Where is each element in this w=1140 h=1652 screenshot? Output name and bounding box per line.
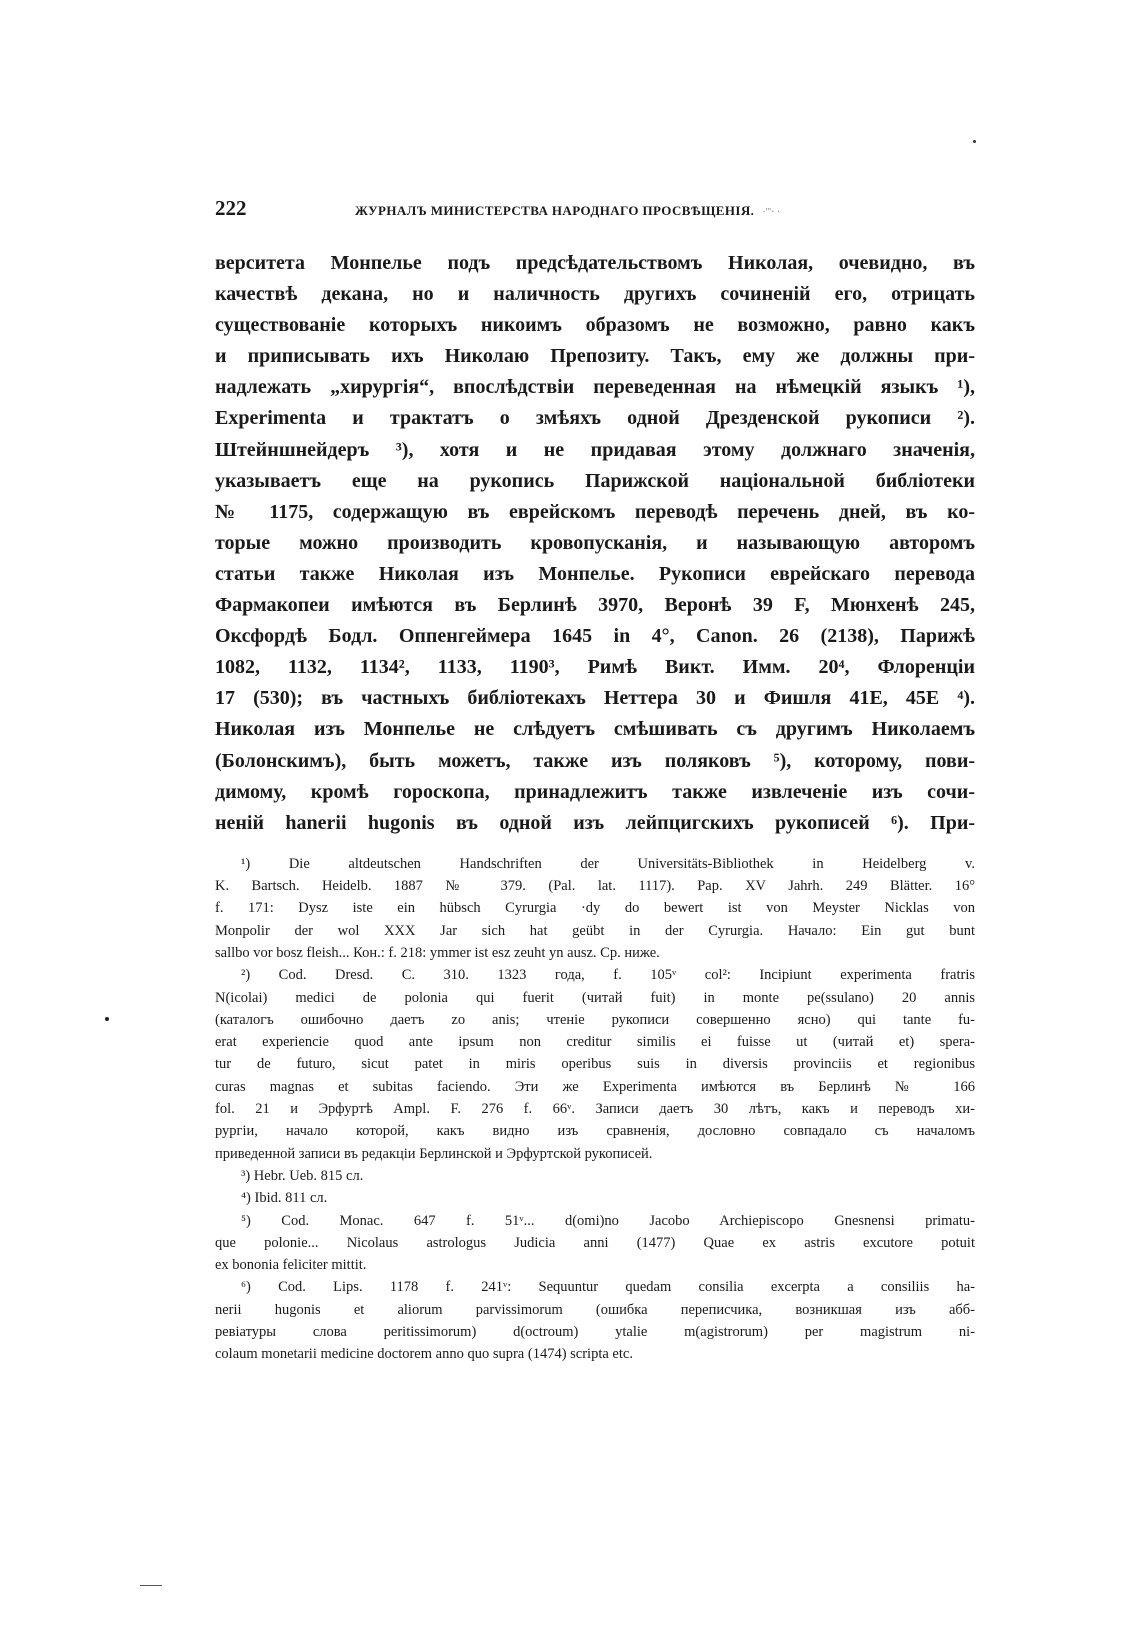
text-line: качествѣ декана, но и наличность другихъ сочиненій его, отрицать [215, 283, 975, 306]
text-line: 1082, 1132, 1134², 1133, 1190³, Римѣ Викт. Имм. 20⁴, Флоренціи [215, 656, 975, 679]
text-line: статьи также Николая изъ Монпелье. Рукописи еврейскаго перевода [215, 562, 975, 585]
footnote-line: nerii hugonis et aliorum parvissimorum (ошибка переписчика, возникшая изъ абб- [215, 1301, 975, 1318]
footnote-line: erat experiencie quod ante ipsum non creditur similis ei fuisse ut (читай et) sperа- [215, 1034, 975, 1051]
main-text [215, 248, 975, 839]
text-line: Experimenta и трактатъ о змѣяхъ одной Дрезденской рукописи ²). [215, 407, 975, 430]
text-line: торые можно производить кровопусканія, и называющую авторомъ [215, 531, 975, 554]
page-header [215, 196, 975, 230]
text-line: неній hanerii hugonis въ одной изъ лейпцигскихъ рукописей ⁶). При- [215, 811, 975, 834]
footnote [215, 853, 975, 964]
page-number: 222 [215, 196, 247, 220]
footnote-line: que polonie... Nicolaus astrologus Judicia anni (1477) Quae ex astris excutore potuit [215, 1234, 975, 1251]
text-line: существованіе которыхъ никоимъ образомъ не возможно, равно какъ [215, 314, 975, 337]
footnotes [215, 853, 975, 1366]
footnote-line: tur de futuro, sicut patet in miris operibus suis in diversis provinciis et regionibus [215, 1056, 975, 1073]
footnote-line: K. Bartsch. Heidelb. 1887 № 379. (Pal. lat. 1117). Pap. XV Jahrh. 249 Blätter. 16° [215, 878, 975, 895]
margin-rule [140, 1585, 162, 1586]
margin-dot-left [105, 1017, 109, 1021]
footnote-line: (каталогъ ошибочно даетъ zo anis; чтеніе рукописи совершенно ясно) qui tante fu- [215, 1011, 975, 1028]
footnote-line: curas magnas et subitas faciendo. Эти же Experimenta имѣются въ Берлинѣ № 166 [215, 1078, 975, 1095]
footnote-line: ⁴) Ibid. 811 сл. [241, 1190, 328, 1207]
text-line: и приписывать ихъ Николаю Препозиту. Такъ, ему же должны при- [215, 345, 975, 368]
header-marks: ·'''· · [762, 207, 781, 218]
footnote-line: ⁶) Cod. Lips. 1178 f. 241ᵛ: Sequuntur quedam consilia excerpta a consiliis ha- [241, 1279, 975, 1296]
text-line: верситета Монпелье подъ предсѣдательствомъ Николая, очевидно, въ [215, 252, 975, 274]
footnote-line: ex bononia feliciter mittit. [215, 1257, 367, 1274]
text-line: № 1175, содержащую въ еврейскомъ переводѣ перечень дней, въ ко- [215, 500, 975, 523]
footnote [215, 964, 975, 1165]
footnote [215, 1276, 975, 1365]
footnote-line: colaum monetarii medicine doctorem anno quo supra (1474) scripta etc. [215, 1346, 633, 1363]
footnote [215, 1165, 975, 1187]
text-line: Оксфордѣ Бодл. Оппенгеймера 1645 in 4°, Canon. 26 (2138), Парижѣ [215, 625, 975, 648]
footnote-line: рургіи, начало которой, какъ видно изъ сравненія, дословно совпадало съ началомъ [215, 1123, 975, 1140]
text-line: Штейншнейдеръ ³), хотя и не придавая этому должнаго значенія, [215, 438, 975, 461]
footnote-line: ⁵) Cod. Monac. 647 f. 51ᵛ... d(omi)no Jacobo Archiepiscopo Gnesnensi primatu- [241, 1212, 975, 1229]
text-line: 17 (530); въ частныхъ библіотекахъ Неттера 30 и Фишля 41Е, 45Е ⁴). [215, 687, 975, 710]
footnote-line: приведенной записи въ редакціи Берлинской и Эрфуртской рукописей. [215, 1145, 653, 1162]
footnote-line: ревіатуры слова peritissimorum) d(octroum) ytalie m(agistrorum) per magistrum ni- [215, 1324, 975, 1341]
text-line: Николая изъ Монпелье не слѣдуетъ смѣшивать съ другимъ Николаемъ [215, 718, 975, 741]
running-head: ЖУРНАЛЪ МИНИСТЕРСТВА НАРОДНАГО ПРОСВѢЩЕНІЯ. [355, 203, 755, 218]
footnote-line: Monpolir der wol XXX Jar sich hat geübt in der Cyrurgia. Начало: Ein gut bunt [215, 922, 975, 939]
margin-dot-top [973, 140, 976, 143]
footnote-line: f. 171: Dysz iste ein hübsch Cyrurgia ·dy do bewert ist von Meyster Nicklas von [215, 900, 975, 917]
footnote-line: ¹) Die altdeutschen Handschriften der Universitäts-Bibliothek in Heidelberg v. [241, 855, 975, 872]
text-line: димому, кромѣ гороскопа, принадлежитъ также извлеченіе изъ сочи- [215, 780, 975, 803]
footnote-line: sallbo vor bosz fleish... Кон.: f. 218: ymmer ist esz zeuht yn ausz. Ср. ниже. [215, 944, 660, 961]
text-line: надлежать „хирургія“, впослѣдствіи переведенная на нѣмецкій языкъ ¹), [215, 376, 975, 399]
footnote-line: ³) Hebr. Ueb. 815 сл. [241, 1167, 364, 1184]
text-line: Фармакопеи имѣются въ Берлинѣ 3970, Веронѣ 39 F, Мюнхенѣ 245, [215, 594, 975, 617]
footnote [215, 1210, 975, 1277]
page [215, 196, 975, 1366]
text-line: указываетъ еще на рукопись Парижской національной библіотеки [215, 469, 975, 492]
footnote [215, 1187, 975, 1209]
footnote-line: fol. 21 и Эрфуртѣ Ampl. F. 276 f. 66ᵛ. Записи даетъ 30 лѣтъ, какъ и переводъ хи- [215, 1101, 975, 1118]
footnote-line: ²) Cod. Dresd. C. 310. 1323 года, f. 105ᵛ col²: Incipiunt experimenta fratris [241, 967, 975, 984]
text-line: (Болонскимъ), быть можетъ, также изъ поляковъ ⁵), которому, пови- [215, 749, 975, 772]
footnote-line: N(icolai) medici de polonia qui fuerit (читай fuit) in monte pe(ssulano) 20 annis [215, 989, 975, 1006]
